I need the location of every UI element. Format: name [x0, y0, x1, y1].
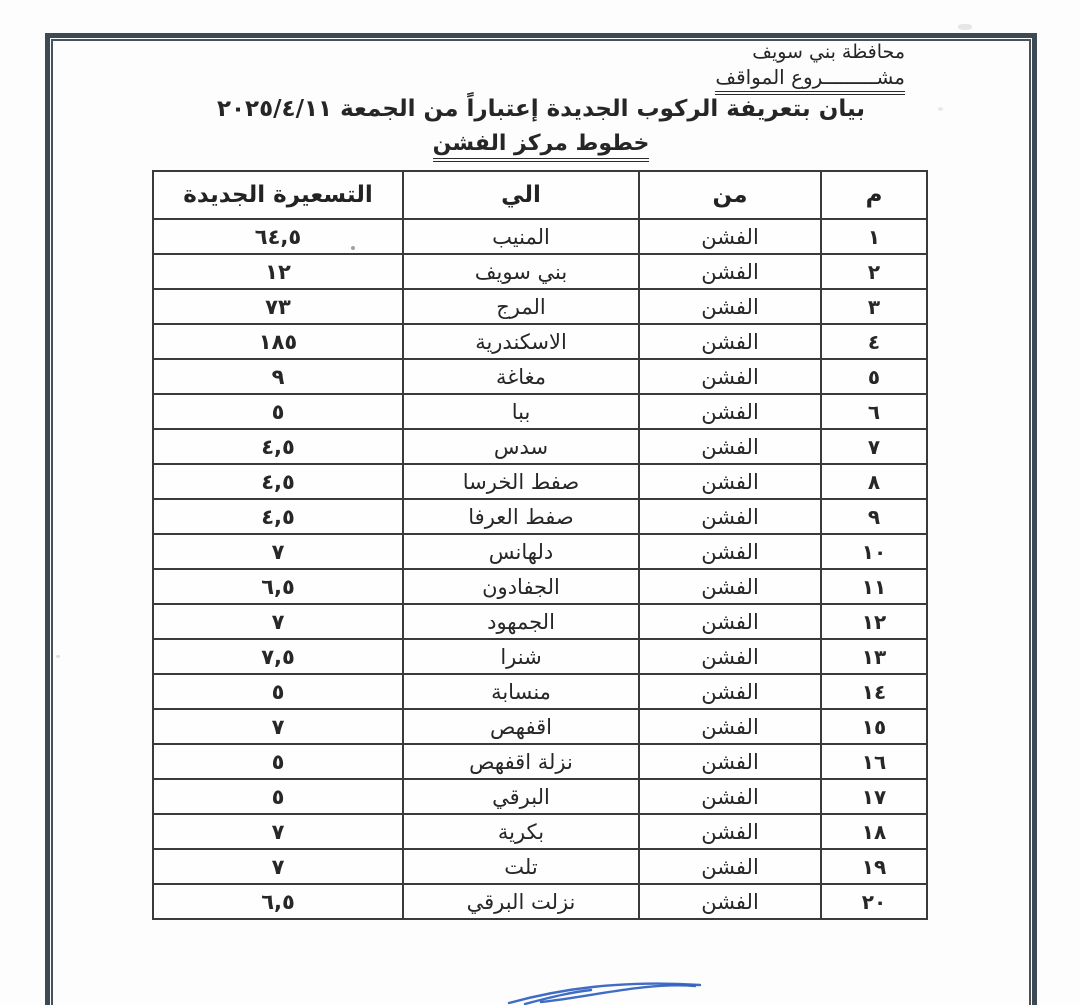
- fare-cell-no: ١٠: [821, 534, 927, 569]
- fare-row: [153, 674, 927, 709]
- fare-table-body: [153, 219, 927, 919]
- header-cell-fare: التسعيرة الجديدة: [153, 171, 403, 219]
- fare-cell-to: مغاغة: [403, 359, 639, 394]
- fare-cell-fare: ٧: [153, 709, 403, 744]
- fare-cell-no: ١٤: [821, 674, 927, 709]
- document-subtitle: [45, 131, 1037, 156]
- header-cell-no: م: [821, 171, 927, 219]
- fare-cell-fare: ٧: [153, 814, 403, 849]
- fare-cell-fare: ٧٣: [153, 289, 403, 324]
- fare-cell-no: ١٦: [821, 744, 927, 779]
- fare-cell-no: ١٧: [821, 779, 927, 814]
- org-department: [715, 65, 905, 89]
- signature-ink: [495, 972, 710, 1005]
- fare-cell-from: الفشن: [639, 499, 821, 534]
- fare-cell-fare: ٥: [153, 744, 403, 779]
- fare-cell-to: نزلة اقفهص: [403, 744, 639, 779]
- fare-cell-no: ٣: [821, 289, 927, 324]
- fare-row: [153, 219, 927, 254]
- fare-cell-fare: ٥: [153, 779, 403, 814]
- fare-cell-from: الفشن: [639, 429, 821, 464]
- fare-cell-to: تلت: [403, 849, 639, 884]
- fare-cell-fare: ٦,٥: [153, 569, 403, 604]
- fare-cell-no: ٧: [821, 429, 927, 464]
- fare-cell-fare: ٤,٥: [153, 499, 403, 534]
- fare-cell-to: نزلت البرقي: [403, 884, 639, 919]
- fare-row: [153, 499, 927, 534]
- fare-row: [153, 324, 927, 359]
- fare-cell-to: شنرا: [403, 639, 639, 674]
- fare-cell-fare: ٥: [153, 394, 403, 429]
- fare-row: [153, 569, 927, 604]
- fare-cell-fare: ٦,٥: [153, 884, 403, 919]
- fare-cell-to: صفط العرفا: [403, 499, 639, 534]
- fare-cell-from: الفشن: [639, 359, 821, 394]
- fare-cell-from: الفشن: [639, 814, 821, 849]
- fare-row: [153, 709, 927, 744]
- fare-cell-no: ١٢: [821, 604, 927, 639]
- fare-cell-to: دلهانس: [403, 534, 639, 569]
- scan-speck: [958, 24, 972, 30]
- document-subtitle-text: خطوط مركز الفشن: [433, 131, 650, 162]
- fare-cell-no: ٨: [821, 464, 927, 499]
- fare-row: [153, 464, 927, 499]
- fare-row: [153, 639, 927, 674]
- fare-cell-fare: ٧: [153, 849, 403, 884]
- fare-row: [153, 534, 927, 569]
- fare-cell-from: الفشن: [639, 534, 821, 569]
- fare-cell-no: ٢: [821, 254, 927, 289]
- header-cell-from: من: [639, 171, 821, 219]
- fare-cell-no: ١١: [821, 569, 927, 604]
- fare-cell-from: الفشن: [639, 674, 821, 709]
- fare-cell-from: الفشن: [639, 779, 821, 814]
- fare-cell-no: ١٨: [821, 814, 927, 849]
- fare-cell-to: سدس: [403, 429, 639, 464]
- fare-cell-fare: ٧,٥: [153, 639, 403, 674]
- fare-cell-fare: ٦٤,٥: [153, 219, 403, 254]
- fare-cell-to: منسابة: [403, 674, 639, 709]
- document-title: بيان بتعريفة الركوب الجديدة إعتباراً من الجمعة ٢٠٢٥/٤/١١: [216, 96, 865, 122]
- fare-cell-from: الفشن: [639, 884, 821, 919]
- fare-cell-from: الفشن: [639, 394, 821, 429]
- fare-cell-no: ١: [821, 219, 927, 254]
- fare-cell-to: المرج: [403, 289, 639, 324]
- fare-row: [153, 429, 927, 464]
- fare-cell-from: الفشن: [639, 569, 821, 604]
- fare-cell-from: الفشن: [639, 219, 821, 254]
- fare-cell-fare: ٤,٥: [153, 429, 403, 464]
- fare-cell-to: صفط الخرسا: [403, 464, 639, 499]
- scan-speck: [938, 107, 943, 111]
- scan-speck: [351, 246, 355, 250]
- org-name: محافظة بني سويف: [752, 41, 905, 63]
- fare-cell-no: ٦: [821, 394, 927, 429]
- fare-cell-from: الفشن: [639, 289, 821, 324]
- org-department-text: مشـــــــــروع المواقف: [715, 65, 905, 95]
- fare-cell-to: البرقي: [403, 779, 639, 814]
- fare-cell-fare: ٤,٥: [153, 464, 403, 499]
- fare-cell-no: ٤: [821, 324, 927, 359]
- fare-cell-from: الفشن: [639, 254, 821, 289]
- fare-cell-from: الفشن: [639, 709, 821, 744]
- scan-speck: [56, 655, 60, 658]
- fare-cell-no: ٩: [821, 499, 927, 534]
- fare-row: [153, 814, 927, 849]
- fare-row: [153, 359, 927, 394]
- fare-cell-no: ٢٠: [821, 884, 927, 919]
- fare-cell-to: الاسكندرية: [403, 324, 639, 359]
- header-cell-to: الي: [403, 171, 639, 219]
- fare-cell-to: بني سويف: [403, 254, 639, 289]
- fare-row: [153, 254, 927, 289]
- fare-row: [153, 289, 927, 324]
- fare-row: [153, 394, 927, 429]
- fare-cell-from: الفشن: [639, 849, 821, 884]
- fare-cell-fare: ٥: [153, 674, 403, 709]
- fare-cell-from: الفشن: [639, 604, 821, 639]
- fare-cell-no: ١٩: [821, 849, 927, 884]
- fare-row: [153, 884, 927, 919]
- fare-cell-no: ٥: [821, 359, 927, 394]
- fare-table: [152, 170, 928, 920]
- fare-table-header-row: [153, 171, 927, 219]
- fare-cell-no: ١٣: [821, 639, 927, 674]
- fare-cell-to: ببا: [403, 394, 639, 429]
- fare-row: [153, 849, 927, 884]
- fare-cell-to: بكرية: [403, 814, 639, 849]
- fare-cell-from: الفشن: [639, 639, 821, 674]
- fare-cell-fare: ٧: [153, 534, 403, 569]
- fare-row: [153, 779, 927, 814]
- fare-cell-to: اقفهص: [403, 709, 639, 744]
- fare-cell-to: الجفادون: [403, 569, 639, 604]
- fare-cell-from: الفشن: [639, 464, 821, 499]
- fare-cell-from: الفشن: [639, 744, 821, 779]
- fare-cell-fare: ١٢: [153, 254, 403, 289]
- fare-cell-fare: ١٨٥: [153, 324, 403, 359]
- fare-cell-fare: ٧: [153, 604, 403, 639]
- fare-cell-no: ١٥: [821, 709, 927, 744]
- fare-cell-from: الفشن: [639, 324, 821, 359]
- fare-cell-fare: ٩: [153, 359, 403, 394]
- fare-cell-to: الجمهود: [403, 604, 639, 639]
- fare-cell-to: المنيب: [403, 219, 639, 254]
- fare-row: [153, 744, 927, 779]
- fare-row: [153, 604, 927, 639]
